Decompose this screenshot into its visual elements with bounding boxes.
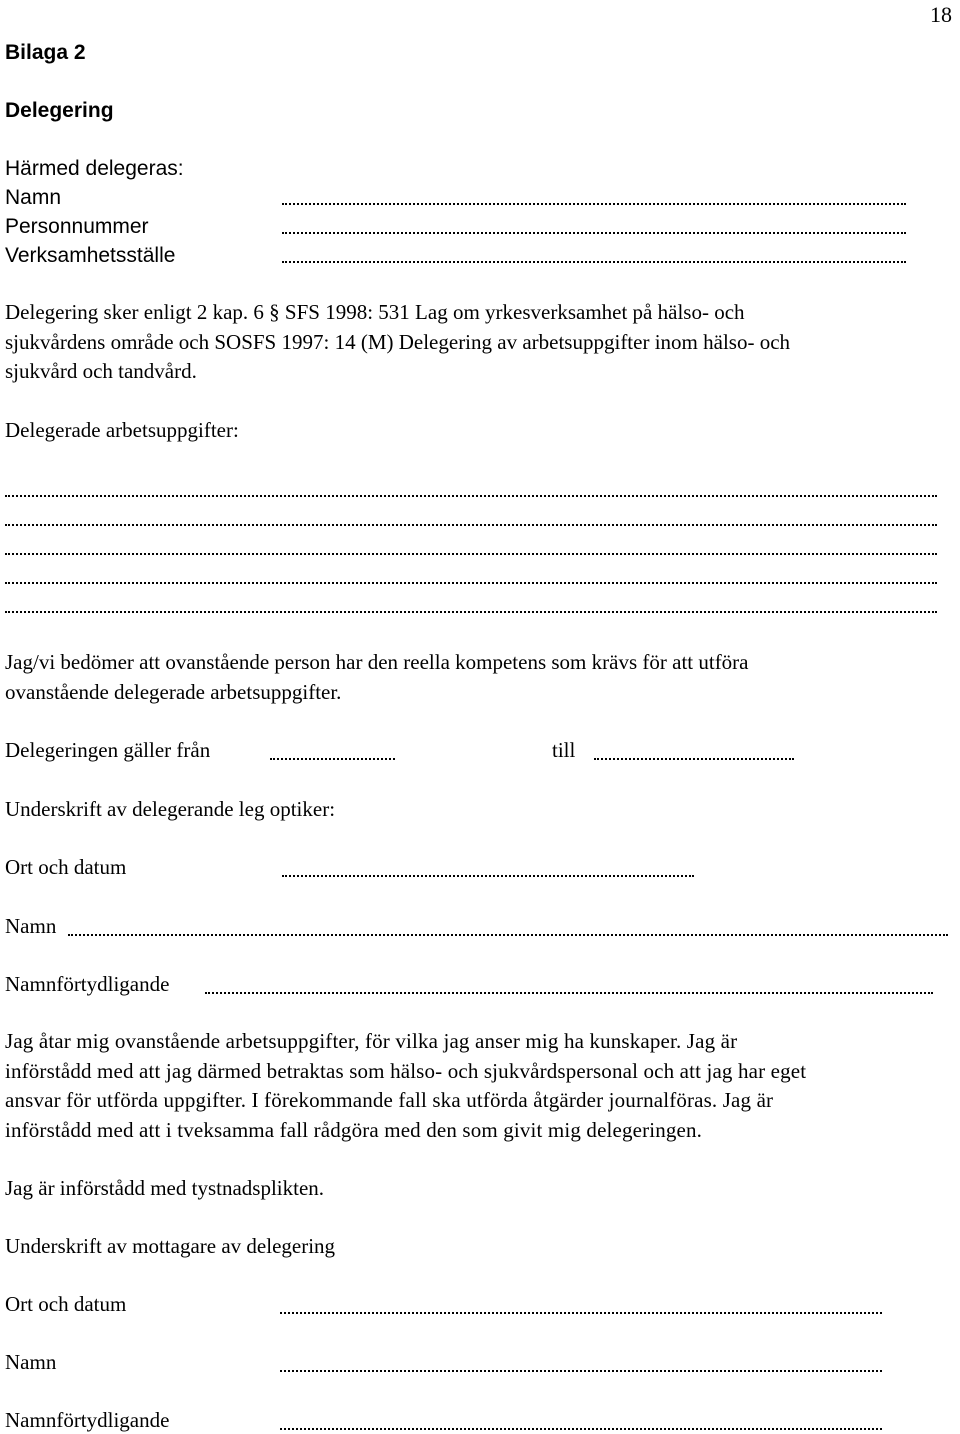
intro-heading: Härmed delegeras: (5, 157, 184, 180)
assessment-paragraph (5, 648, 955, 707)
name-label: Namn (5, 186, 62, 209)
workplace-field[interactable] (282, 261, 906, 263)
delegator-heading: Underskrift av delegerande leg optiker: (5, 797, 336, 821)
acceptance-line: ansvar för utförda uppgifter. I förekommande fall ska utförda åtgärder journalföras. Jag är (5, 1088, 774, 1112)
receiver-name-label: Namn (5, 1350, 57, 1374)
legal-basis-paragraph (5, 298, 955, 387)
receiver-clarification-field[interactable] (280, 1428, 882, 1430)
legal-basis-line: Delegering sker enligt 2 kap. 6 § SFS 1998: 531 Lag om yrkesverksamhet på hälso- och (5, 300, 745, 324)
delegator-place-date-field[interactable] (282, 875, 694, 877)
period-to-label: till (552, 738, 576, 762)
acceptance-line: Jag åtar mig ovanstående arbetsuppgifter, för vilka jag anser mig ha kunskaper. Jag är (5, 1029, 738, 1053)
document-title: Delegering (5, 99, 114, 122)
period-to-field[interactable] (594, 758, 794, 760)
receiver-clarification-label: Namnförtydligande (5, 1408, 170, 1432)
task-line[interactable] (5, 611, 937, 613)
legal-basis-line: sjukvårdens område och SOSFS 1997: 14 (M) Delegering av arbetsuppgifter inom hälso- och (5, 329, 791, 354)
delegator-name-field[interactable] (68, 934, 948, 936)
appendix-title: Bilaga 2 (5, 41, 86, 64)
tasks-label: Delegerade arbetsuppgifter: (5, 418, 239, 442)
assessment-line: ovanstående delegerade arbetsuppgifter. (5, 679, 342, 704)
confidentiality-statement: Jag är införstådd med tystnadsplikten. (5, 1176, 325, 1200)
personal-number-label: Personnummer (5, 215, 149, 238)
acceptance-paragraph (5, 1027, 955, 1145)
workplace-label: Verksamhetsställe (5, 244, 176, 267)
delegator-place-date-label: Ort och datum (5, 855, 127, 879)
assessment-line: Jag/vi bedömer att ovanstående person har den reella kompetens som krävs för att utföra (5, 650, 749, 674)
acceptance-line: införstådd med att i tveksamma fall rådgöra med den som givit mig delegeringen. (5, 1117, 703, 1142)
receiver-heading: Underskrift av mottagare av delegering (5, 1234, 336, 1258)
receiver-place-date-label: Ort och datum (5, 1292, 127, 1316)
receiver-place-date-field[interactable] (280, 1312, 882, 1314)
acceptance-line: införstådd med att jag därmed betraktas som hälso- och sjukvårdspersonal och att jag har eget (5, 1058, 807, 1083)
period-from-field[interactable] (270, 758, 395, 760)
delegator-clarification-field[interactable] (205, 992, 933, 994)
task-line[interactable] (5, 582, 937, 584)
task-line[interactable] (5, 553, 937, 555)
personal-number-field[interactable] (282, 232, 906, 234)
task-line[interactable] (5, 524, 937, 526)
delegator-name-label: Namn (5, 914, 57, 938)
legal-basis-line: sjukvård och tandvård. (5, 359, 197, 383)
page-number: 18 (930, 2, 952, 27)
receiver-name-field[interactable] (280, 1370, 882, 1372)
delegator-clarification-label: Namnförtydligande (5, 972, 170, 996)
task-line[interactable] (5, 495, 937, 497)
period-from-label: Delegeringen gäller från (5, 738, 211, 762)
name-field[interactable] (282, 203, 906, 205)
